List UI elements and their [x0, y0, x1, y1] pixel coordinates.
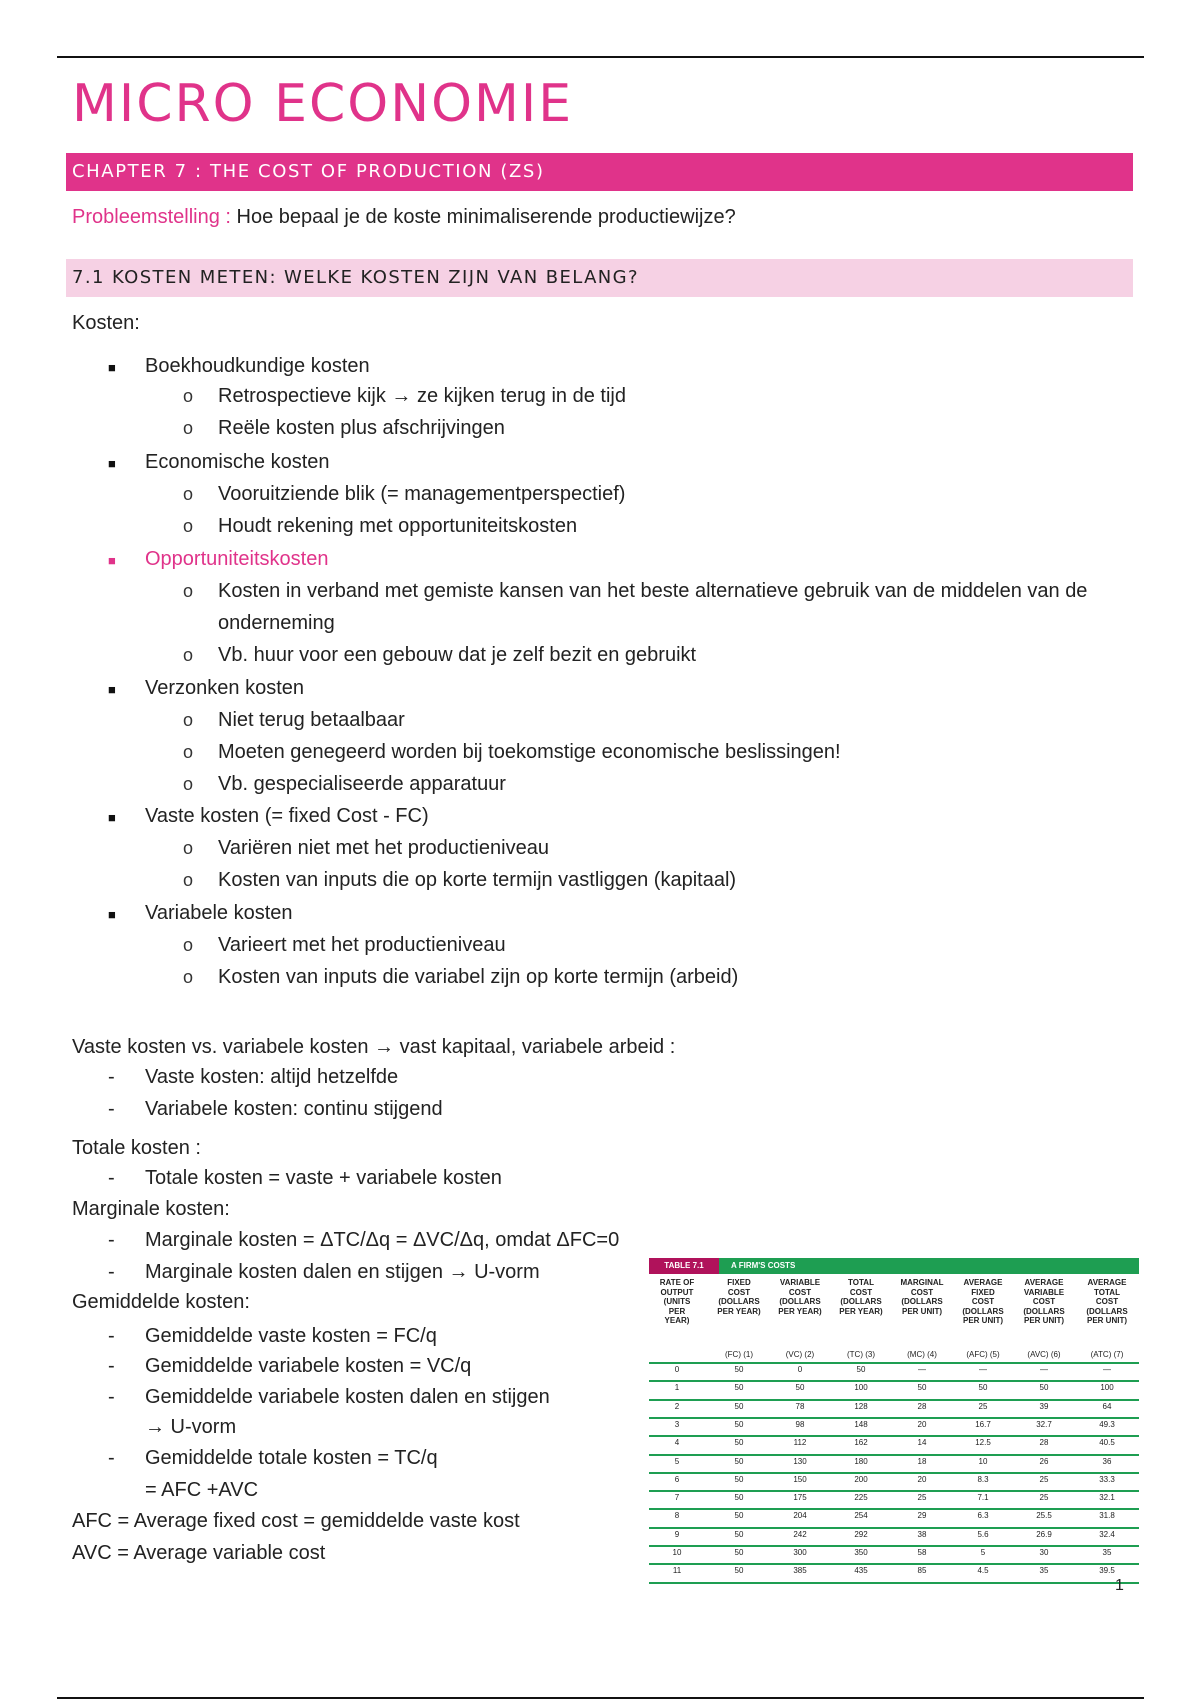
- list-item-dash: Marginale kosten dalen en stijgen → U-vorm: [145, 1261, 540, 1283]
- document-title: MICRO ECONOMIE: [72, 74, 574, 134]
- table-cell: 300: [793, 1548, 807, 1557]
- table-cell: 6.3: [977, 1511, 989, 1521]
- compare-heading: Vaste kosten vs. variabele kosten → vast kapitaal, variabele arbeid :: [72, 1036, 676, 1058]
- list-item-vaste-kosten: Vaste kosten (= fixed Cost - FC): [145, 805, 429, 827]
- table-cell: 50: [734, 1438, 744, 1448]
- table-cell: 435: [854, 1566, 868, 1576]
- list-item-dash: Gemiddelde variabele kosten dalen en stijgen: [145, 1386, 550, 1408]
- table-rule: [649, 1362, 1139, 1364]
- table-cell: 16.7: [975, 1419, 991, 1429]
- table-cell: 64: [1102, 1401, 1112, 1411]
- table-rule: [649, 1490, 1139, 1492]
- table-cell: 225: [854, 1493, 868, 1503]
- table-cell: 20: [917, 1419, 927, 1429]
- dash-icon: -: [108, 1066, 115, 1088]
- table-cell: 100: [854, 1383, 868, 1393]
- table-cell: 4.5: [977, 1566, 989, 1576]
- sub-bullet-icon: o: [183, 418, 194, 438]
- list-item-dash-continued: → U-vorm: [145, 1416, 237, 1438]
- table-cell: 7: [674, 1493, 680, 1503]
- table-cell: 40.5: [1099, 1438, 1115, 1448]
- list-item-sub: Houdt rekening met opportuniteitskosten: [218, 515, 578, 537]
- table-cell: 28: [917, 1401, 927, 1411]
- table-cell: 31.8: [1099, 1511, 1115, 1521]
- table-unit-label: (FC) (1): [725, 1350, 753, 1359]
- afc-definition: AFC = Average fixed cost = gemiddelde vaste kost: [72, 1510, 520, 1532]
- table-column-header: FIXED COST (DOLLARS PER YEAR): [717, 1278, 761, 1316]
- table-cell: 39.5: [1099, 1566, 1115, 1576]
- sub-bullet-icon: o: [183, 581, 194, 601]
- list-item-sub-continued: onderneming: [218, 612, 335, 634]
- table-cell: 50: [734, 1419, 744, 1429]
- table-cell: 98: [795, 1419, 805, 1429]
- table-cell: 50: [734, 1456, 744, 1466]
- list-item-dash: Gemiddelde totale kosten = TC/q: [145, 1447, 438, 1469]
- table-column-header: AVERAGE TOTAL COST (DOLLARS PER UNIT): [1086, 1278, 1128, 1325]
- list-item-sub: Vooruitziende blik (= managementperspectief): [218, 483, 626, 505]
- table-cell: 39: [1039, 1401, 1049, 1411]
- kosten-label: Kosten:: [72, 312, 140, 334]
- table-cell: 49.3: [1099, 1419, 1115, 1429]
- table-rule: [649, 1527, 1139, 1529]
- table-cell: 2: [674, 1401, 680, 1411]
- list-item-variabele-kosten: Variabele kosten: [145, 902, 293, 924]
- bullet-icon: ■: [108, 456, 116, 471]
- table-rule: [649, 1545, 1139, 1547]
- totale-heading: Totale kosten :: [72, 1137, 201, 1159]
- table-column-header: AVERAGE VARIABLE COST (DOLLARS PER UNIT): [1023, 1278, 1065, 1325]
- table-cell: 32.4: [1099, 1529, 1115, 1539]
- table-cell: 30: [1039, 1548, 1049, 1557]
- list-item-dash: Gemiddelde vaste kosten = FC/q: [145, 1325, 437, 1347]
- firm-costs-table: [649, 1258, 1139, 1582]
- sub-bullet-icon: o: [183, 967, 194, 987]
- table-cell: 18: [917, 1456, 927, 1466]
- table-rule: [649, 1472, 1139, 1474]
- list-item-dash: Marginale kosten = ΔTC/Δq = ΔVC/Δq, omdat ΔFC=0: [145, 1229, 620, 1251]
- table-cell: 9: [674, 1529, 680, 1539]
- gemiddelde-heading: Gemiddelde kosten:: [72, 1291, 250, 1313]
- table-cell: 50: [734, 1474, 744, 1484]
- list-item-sub: Variëren niet met het productieniveau: [218, 837, 549, 859]
- table-cell: 162: [854, 1438, 868, 1448]
- sub-bullet-icon: o: [183, 710, 194, 730]
- dash-icon: -: [108, 1261, 115, 1283]
- chapter-heading: CHAPTER 7 : THE COST OF PRODUCTION (ZS): [66, 153, 1133, 191]
- list-item-dash: Vaste kosten: altijd hetzelfde: [145, 1066, 399, 1088]
- table-cell: 11: [672, 1566, 682, 1576]
- table-cell: 175: [793, 1493, 807, 1503]
- table-cell: 50: [734, 1566, 744, 1576]
- table-cell: 36: [1102, 1456, 1112, 1466]
- list-item-sub: Kosten van inputs die op korte termijn vastliggen (kapitaal): [218, 869, 737, 891]
- table-rule: [649, 1399, 1139, 1401]
- table-cell: 50: [978, 1383, 988, 1393]
- table-cell: 8.3: [977, 1474, 989, 1484]
- table-cell: —: [918, 1365, 926, 1374]
- table-cell: 58: [917, 1548, 927, 1557]
- list-item-sub: Varieert met het productieniveau: [218, 934, 506, 956]
- table-cell: 204: [793, 1511, 807, 1521]
- sub-bullet-icon: o: [183, 774, 194, 794]
- table-cell: 25: [978, 1401, 988, 1411]
- table-column-header: TOTAL COST (DOLLARS PER YEAR): [839, 1278, 883, 1316]
- dash-icon: -: [108, 1098, 115, 1120]
- table-cell: 385: [793, 1566, 807, 1576]
- table-cell: 35: [1102, 1548, 1112, 1557]
- table-cell: 10: [672, 1548, 682, 1557]
- table-rule: [649, 1380, 1139, 1382]
- bottom-rule: [57, 1697, 1144, 1699]
- list-item-sub: Reële kosten plus afschrijvingen: [218, 417, 505, 439]
- list-item-economische: Economische kosten: [145, 451, 330, 473]
- list-item-sub: Retrospectieve kijk → ze kijken terug in de tijd: [218, 385, 626, 407]
- table-cell: 12.5: [975, 1438, 991, 1448]
- dash-icon: -: [108, 1167, 115, 1189]
- table-cell: 0: [797, 1365, 803, 1374]
- table-column-header: AVERAGE FIXED COST (DOLLARS PER UNIT): [962, 1278, 1004, 1325]
- list-item-dash-continued: = AFC +AVC: [145, 1479, 259, 1501]
- table-cell: 10: [978, 1456, 988, 1466]
- table-unit-label: (AFC) (5): [966, 1350, 1000, 1359]
- problem-statement: [72, 206, 736, 229]
- table-cell: 5: [674, 1456, 680, 1466]
- table-cell: 50: [734, 1493, 744, 1503]
- table-cell: 100: [1100, 1383, 1114, 1393]
- table-cell: 50: [734, 1401, 744, 1411]
- table-cell: 28: [1039, 1438, 1049, 1448]
- table-tag: TABLE 7.1: [649, 1258, 719, 1274]
- bullet-icon: ■: [108, 810, 116, 825]
- section-heading: 7.1 KOSTEN METEN: WELKE KOSTEN ZIJN VAN BELANG?: [66, 259, 1133, 297]
- table-cell: —: [1040, 1365, 1048, 1374]
- dash-icon: -: [108, 1229, 115, 1251]
- table-rule: [649, 1508, 1139, 1510]
- dash-icon: -: [108, 1447, 115, 1469]
- table-unit-label: (ATC) (7): [1090, 1350, 1124, 1359]
- sub-bullet-icon: o: [183, 386, 194, 406]
- bullet-icon: ■: [108, 360, 116, 375]
- sub-bullet-icon: o: [183, 516, 194, 536]
- marginale-heading: Marginale kosten:: [72, 1198, 230, 1220]
- table-cell: 25.5: [1036, 1511, 1052, 1521]
- table-cell: 85: [917, 1566, 927, 1576]
- table-cell: 29: [917, 1511, 927, 1521]
- table-cell: 5.6: [977, 1529, 989, 1539]
- table-cell: 25: [1039, 1493, 1049, 1503]
- table-cell: 150: [793, 1474, 807, 1484]
- table-rule: [649, 1563, 1139, 1565]
- table-cell: 50: [1039, 1383, 1049, 1393]
- table-cell: 26.9: [1036, 1529, 1052, 1539]
- table-cell: 3: [674, 1419, 680, 1429]
- list-item-sub: Niet terug betaalbaar: [218, 709, 405, 731]
- list-item-sub: Vb. huur voor een gebouw dat je zelf bezit en gebruikt: [218, 644, 697, 666]
- table-cell: 78: [795, 1401, 805, 1411]
- table-cell: 180: [854, 1456, 868, 1466]
- bullet-icon: ■: [108, 682, 116, 697]
- table-rule: [649, 1435, 1139, 1437]
- table-cell: 242: [793, 1529, 807, 1539]
- sub-bullet-icon: o: [183, 484, 194, 504]
- table-cell: 35: [1039, 1566, 1049, 1576]
- table-cell: 112: [793, 1438, 807, 1448]
- list-item-dash: Totale kosten = vaste + variabele kosten: [145, 1167, 502, 1189]
- table-title: A FIRM'S COSTS: [731, 1261, 796, 1270]
- table-cell: 128: [854, 1401, 868, 1411]
- list-item-boekhoudkundige: Boekhoudkundige kosten: [145, 355, 370, 377]
- table-cell: —: [979, 1365, 987, 1374]
- bullet-icon: ■: [108, 553, 116, 568]
- table-cell: 350: [854, 1548, 868, 1557]
- table-rule: [649, 1582, 1139, 1584]
- sub-bullet-icon: o: [183, 935, 194, 955]
- table-cell: 25: [917, 1493, 927, 1503]
- dash-icon: -: [108, 1386, 115, 1408]
- top-rule: [57, 56, 1144, 58]
- list-item-sub: Kosten van inputs die variabel zijn op korte termijn (arbeid): [218, 966, 739, 988]
- table-cell: 5: [980, 1548, 986, 1557]
- avc-definition: AVC = Average variable cost: [72, 1542, 326, 1564]
- table-unit-label: (AVC) (6): [1027, 1350, 1061, 1359]
- page-number: 1: [1115, 1577, 1124, 1594]
- table-cell: 8: [674, 1511, 680, 1521]
- table-cell: 38: [917, 1529, 927, 1539]
- list-item-verzonken: Verzonken kosten: [145, 677, 304, 699]
- table-cell: 0: [674, 1365, 680, 1374]
- table-column-header: VARIABLE COST (DOLLARS PER YEAR): [778, 1278, 822, 1316]
- dash-icon: -: [108, 1355, 115, 1377]
- sub-bullet-icon: o: [183, 742, 194, 762]
- table-cell: 50: [734, 1511, 744, 1521]
- table-unit-label: (TC) (3): [847, 1350, 875, 1359]
- table-column-header: MARGINAL COST (DOLLARS PER UNIT): [900, 1278, 944, 1316]
- table-cell: 32.1: [1099, 1493, 1115, 1503]
- table-cell: 292: [854, 1529, 868, 1539]
- table-rule: [649, 1454, 1139, 1456]
- table-cell: 1: [674, 1383, 680, 1393]
- table-cell: 6: [674, 1474, 680, 1484]
- table-cell: 130: [793, 1456, 807, 1466]
- table-cell: 50: [917, 1383, 927, 1393]
- table-cell: 50: [734, 1548, 744, 1557]
- table-unit-label: (VC) (2): [785, 1350, 815, 1359]
- table-cell: 14: [917, 1438, 927, 1448]
- table-cell: 254: [854, 1511, 868, 1521]
- list-item-sub: Moeten genegeerd worden bij toekomstige economische beslissingen!: [218, 741, 841, 763]
- list-item-sub: Vb. gespecialiseerde apparatuur: [218, 773, 506, 795]
- bullet-icon: ■: [108, 907, 116, 922]
- table-cell: 148: [854, 1419, 868, 1429]
- table-cell: 4: [674, 1438, 680, 1448]
- table-cell: 50: [734, 1383, 744, 1393]
- table-rule: [649, 1417, 1139, 1419]
- table-column-header: RATE OF OUTPUT (UNITS PER YEAR): [659, 1278, 695, 1325]
- table-cell: 200: [854, 1474, 868, 1484]
- problem-text: Hoe bepaal je de koste minimaliserende productiewijze?: [236, 206, 736, 228]
- table-cell: 50: [734, 1529, 744, 1539]
- list-item-sub: Kosten in verband met gemiste kansen van het beste alternatieve gebruik van de middelen van de: [218, 580, 1088, 602]
- sub-bullet-icon: o: [183, 645, 194, 665]
- dash-icon: -: [108, 1325, 115, 1347]
- table-cell: 7.1: [977, 1493, 989, 1503]
- table-cell: 26: [1039, 1456, 1049, 1466]
- table-cell: 25: [1039, 1474, 1049, 1484]
- table-cell: 50: [795, 1383, 805, 1393]
- table-header-bar: [649, 1258, 1139, 1274]
- list-item-dash: Variabele kosten: continu stijgend: [145, 1098, 443, 1120]
- table-unit-label: (MC) (4): [907, 1350, 937, 1359]
- list-item-dash: Gemiddelde variabele kosten = VC/q: [145, 1355, 472, 1377]
- table-cell: —: [1103, 1365, 1111, 1374]
- problem-label: Probleemstelling :: [72, 206, 231, 228]
- sub-bullet-icon: o: [183, 838, 194, 858]
- list-item-opportuniteitskosten: Opportuniteitskosten: [145, 548, 329, 570]
- table-cell: 50: [856, 1365, 866, 1374]
- table-cell: 20: [917, 1474, 927, 1484]
- sub-bullet-icon: o: [183, 870, 194, 890]
- table-cell: 33.3: [1099, 1474, 1115, 1484]
- table-cell: 32.7: [1036, 1419, 1052, 1429]
- table-cell: 50: [734, 1365, 744, 1374]
